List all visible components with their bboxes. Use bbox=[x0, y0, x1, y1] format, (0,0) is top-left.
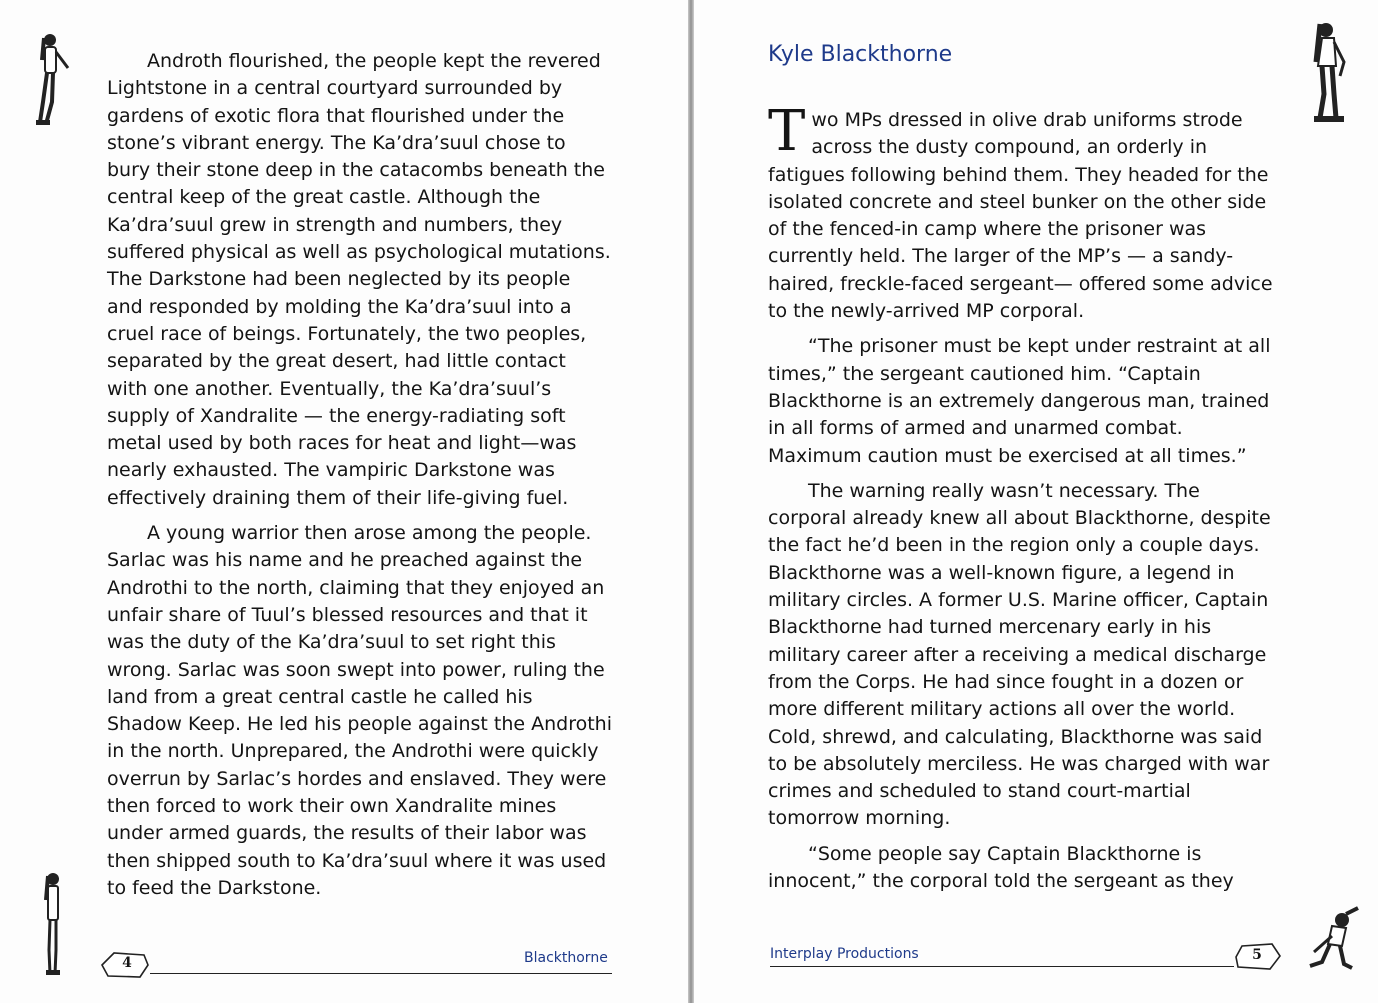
paragraph bbox=[768, 99, 1273, 325]
chapter-title: Kyle Blackthorne bbox=[768, 42, 953, 67]
warrior-crouching-icon bbox=[1302, 906, 1364, 972]
paragraph: A young warrior then arose among the people. Sarlac was his name and he preached against the Androthi to the north, claiming that they enjoyed an unfair share of Tuul’s blessed resources and that it was the duty of the Ka’dra’suul to set right this wrong. Sarlac was soon swept into power, ruling the land from a great central castle he called his Shadow Keep. He led his people against the Androthi in the north. Unprepared, the Androthi were quickly overrun by Sarlac’s hordes and enslaved. They were then forced to work their own Xandralite mines under armed guards, the results of their labor was then shipped south to Ka’dra’suul where it was used to feed the Darkstone. bbox=[107, 522, 612, 899]
left-body-text bbox=[107, 48, 612, 910]
page-number: 4 bbox=[122, 955, 132, 971]
right-page bbox=[694, 0, 1378, 1003]
paragraph: “The prisoner must be kept under restraint at all times,” the sergeant cautioned him. “Captain Blackthorne is an extremely dangerous man, trained in all forms of armed and unarmed combat. Maximum caution must be exercised at all times.” bbox=[768, 335, 1271, 467]
footer-title: Interplay Productions bbox=[770, 946, 919, 962]
warrior-standing-icon bbox=[30, 30, 74, 130]
page-number: 5 bbox=[1252, 947, 1262, 963]
warrior-standing-icon bbox=[1300, 18, 1356, 126]
drop-cap: T bbox=[768, 99, 806, 164]
paragraph: The warning really wasn’t necessary. The corporal already knew all about Blackthorne, despite the fact he’d been in the region only a couple days. Blackthorne was a well-known figure, a legend in military circles. A former U.S. Marine officer, Captain Blackthorne had turned mercenary early in his military career after a receiving a medical discharge from the Corps. He had since fought in a dozen or more different military actions all over the world. Cold, shrewd, and calculating, Blackthorne was said to be absolutely merciless. He was charged with war crimes and scheduled to stand court-martial tomorrow morning. bbox=[768, 479, 1271, 830]
paragraph: “Some people say Captain Blackthorne is innocent,” the corporal told the sergeant as they bbox=[768, 842, 1234, 893]
footer-rule bbox=[770, 966, 1234, 967]
warrior-standing-icon bbox=[38, 870, 68, 980]
paragraph: Androth flourished, the people kept the revered Lightstone in a central courtyard surrounded by gardens of exotic flora that flourished under the stone’s vibrant energy. The Ka’dra’suul chose to bury their stone deep in the catacombs beneath the central keep of the great castle. Although the Ka’dra’suul grew in strength and numbers, they suffered physical as well as psychological mutations. The Darkstone had been neglected by its people and responded by molding the Ka’dra’suul into a cruel race of beings. Fortunately, the two peoples, separated by the great desert, had little contact with one another. Eventually, the Ka’dra’suul’s supply of Xandralite — the energy-radiating soft metal used by both races for heat and light—was nearly exhausted. The vampiric Darkstone was effectively draining them of their life-giving fuel. bbox=[107, 50, 611, 509]
right-body-text bbox=[768, 99, 1273, 903]
paragraph-text: wo MPs dressed in olive drab uniforms strode across the dusty compound, an orderly in fatigues following behind them. They headed for the isolated concrete and steel bunker on the other side of the fenced-in camp where the prisoner was currently held. The larger of the MP’s — a sandy-haired, freckle-faced sergeant— offered some advice to the newly-arrived MP corporal. bbox=[768, 109, 1273, 323]
footer-rule bbox=[150, 973, 612, 974]
footer-title: Blackthorne bbox=[524, 950, 608, 966]
